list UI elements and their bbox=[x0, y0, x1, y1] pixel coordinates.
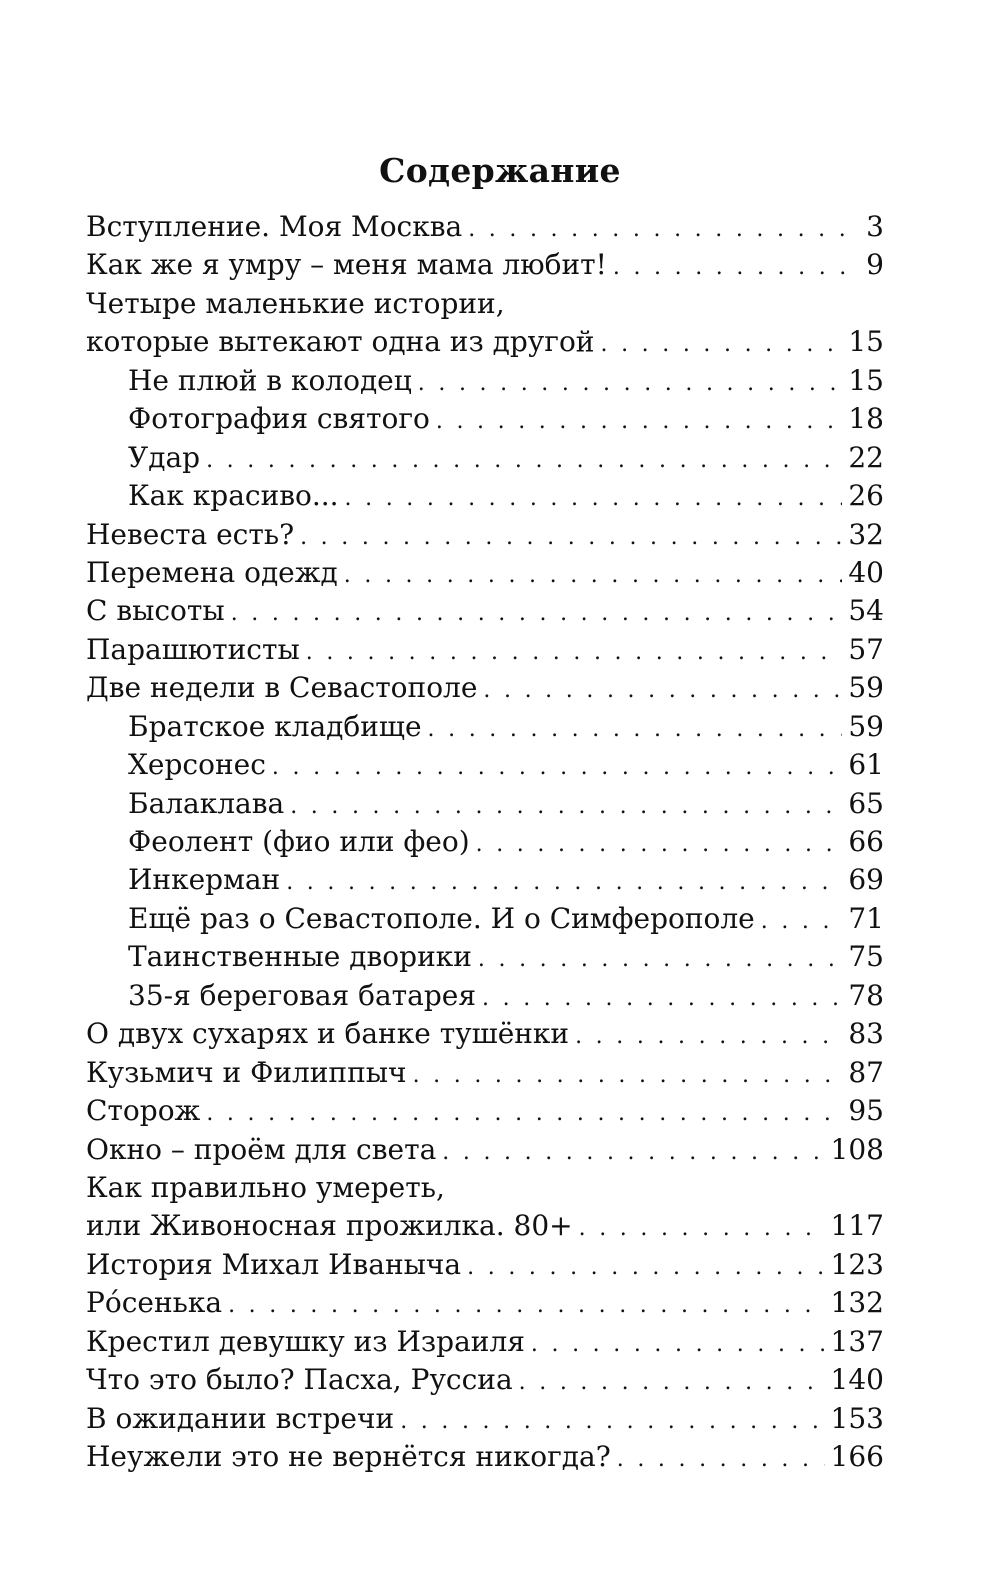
toc-entry bbox=[86, 323, 884, 361]
toc-entry-title: Неужели это не вернётся никогда? bbox=[86, 1440, 611, 1473]
toc-entry bbox=[86, 439, 884, 477]
toc-entry-page: 65 bbox=[848, 786, 884, 820]
toc-entry bbox=[86, 1207, 884, 1245]
toc-entry-page: 137 bbox=[830, 1324, 884, 1358]
toc-entry-page: 153 bbox=[830, 1401, 884, 1435]
toc-entry-page: 15 bbox=[848, 363, 884, 397]
toc-entry-page: 26 bbox=[848, 479, 884, 513]
toc-entry bbox=[86, 1400, 884, 1438]
toc-entry bbox=[86, 977, 884, 1015]
toc-entry-page: 75 bbox=[848, 940, 884, 974]
toc-entry bbox=[86, 1361, 884, 1399]
toc-entry bbox=[86, 823, 884, 861]
dot-leader bbox=[300, 519, 842, 557]
dot-leader bbox=[290, 788, 842, 826]
toc-entry bbox=[86, 1323, 884, 1361]
toc-entry-title: Удар bbox=[128, 440, 201, 474]
toc-entry-title: С высоты bbox=[86, 594, 225, 628]
dot-leader bbox=[272, 749, 842, 787]
dot-leader bbox=[476, 826, 843, 864]
toc-entry-title: Четыре маленькие истории, bbox=[86, 286, 505, 320]
toc-entry bbox=[86, 477, 884, 515]
toc-entry-title: которые вытекают одна из другой bbox=[86, 325, 595, 359]
toc-entry-page: 78 bbox=[848, 978, 884, 1012]
toc-entry bbox=[86, 861, 884, 899]
toc-entry-page: 71 bbox=[848, 901, 884, 935]
toc-entry-title: Сторож bbox=[86, 1094, 201, 1128]
toc-entry-title: Крестил девушку из Израиля bbox=[86, 1324, 525, 1358]
toc-entry-title: 35-я береговая батарея bbox=[128, 978, 477, 1012]
toc-entry-page: 166 bbox=[830, 1440, 884, 1473]
dot-leader bbox=[306, 634, 843, 672]
dot-leader bbox=[761, 903, 843, 941]
toc-entry-title: Перемена одежд bbox=[86, 555, 338, 589]
toc-entry-page: 57 bbox=[848, 632, 884, 666]
dot-leader bbox=[413, 1057, 843, 1095]
toc-entry-page: 9 bbox=[866, 248, 884, 282]
dot-leader bbox=[442, 1134, 824, 1172]
toc-entry-title: Как правильно умереть, bbox=[86, 1170, 445, 1204]
toc-entry-title: Феолент (фио или фео) bbox=[128, 825, 470, 858]
toc-entry-page: 40 bbox=[848, 555, 884, 589]
table-of-contents bbox=[86, 208, 884, 1476]
toc-entry bbox=[86, 1169, 884, 1207]
toc-entry-page: 132 bbox=[830, 1286, 884, 1320]
dot-leader bbox=[482, 980, 842, 1018]
toc-entry bbox=[86, 592, 884, 630]
dot-leader bbox=[418, 365, 843, 403]
toc-entry-page: 15 bbox=[848, 325, 884, 359]
dot-leader bbox=[206, 1095, 842, 1133]
toc-entry-title: Ещё раз о Севастополе. И о Симферополе bbox=[128, 901, 755, 935]
dot-leader bbox=[231, 595, 843, 633]
toc-entry bbox=[86, 400, 884, 438]
dot-leader bbox=[468, 211, 860, 249]
toc-entry-page: 3 bbox=[866, 210, 884, 243]
toc-entry-page: 123 bbox=[830, 1247, 884, 1281]
toc-entry-title: Что это было? Пасха, Руссиа bbox=[86, 1363, 513, 1397]
toc-entry-title: Таинственные дворики bbox=[128, 940, 472, 974]
toc-entry-page: 117 bbox=[830, 1209, 884, 1243]
toc-entry-page: 108 bbox=[830, 1132, 884, 1166]
dot-leader bbox=[478, 941, 842, 979]
dot-leader bbox=[579, 1210, 825, 1248]
toc-entry-page: 87 bbox=[848, 1055, 884, 1089]
toc-entry-title: Фотография святого bbox=[128, 402, 430, 436]
toc-entry-title: В ожидании встречи bbox=[86, 1401, 395, 1435]
toc-entry-title: Вступление. Моя Москва bbox=[86, 210, 463, 243]
toc-entry-page: 140 bbox=[830, 1363, 884, 1397]
dot-leader bbox=[436, 403, 842, 441]
toc-entry bbox=[86, 669, 884, 707]
toc-entry-page: 18 bbox=[848, 402, 884, 436]
toc-entry bbox=[86, 1131, 884, 1169]
dot-leader bbox=[617, 1441, 825, 1479]
toc-entry bbox=[86, 1438, 884, 1476]
toc-entry-title: Балаклава bbox=[128, 786, 285, 820]
toc-entry-page: 59 bbox=[848, 671, 884, 705]
toc-entry-page: 83 bbox=[848, 1017, 884, 1051]
toc-entry-title: Окно – проём для света bbox=[86, 1132, 437, 1166]
toc-entry bbox=[86, 746, 884, 784]
toc-entry bbox=[86, 1246, 884, 1284]
toc-entry bbox=[86, 785, 884, 823]
dot-leader bbox=[600, 326, 842, 364]
toc-entry bbox=[86, 516, 884, 554]
toc-entry-title: Ро́сенька bbox=[86, 1286, 223, 1320]
toc-entry bbox=[86, 362, 884, 400]
dot-leader bbox=[400, 1403, 824, 1441]
dot-leader bbox=[613, 249, 860, 287]
toc-entry bbox=[86, 246, 884, 284]
toc-entry bbox=[86, 938, 884, 976]
toc-entry-title: Невеста есть? bbox=[86, 517, 295, 551]
dot-leader bbox=[206, 442, 842, 480]
dot-leader bbox=[483, 672, 842, 710]
dot-leader bbox=[428, 711, 843, 749]
dot-leader bbox=[228, 1287, 824, 1325]
toc-entry-title: История Михал Иваныча bbox=[86, 1247, 462, 1281]
toc-entry-page: 69 bbox=[848, 863, 884, 897]
toc-entry-page: 22 bbox=[848, 440, 884, 474]
dot-leader bbox=[345, 480, 843, 518]
toc-entry bbox=[86, 900, 884, 938]
dot-leader bbox=[519, 1364, 825, 1402]
toc-entry bbox=[86, 554, 884, 592]
toc-entry-page: 66 bbox=[848, 825, 884, 858]
toc-entry bbox=[86, 208, 884, 246]
toc-entry-page: 95 bbox=[848, 1094, 884, 1128]
toc-entry-page: 32 bbox=[848, 517, 884, 551]
toc-entry bbox=[86, 1092, 884, 1130]
toc-entry-title: или Живоносная прожилка. 80+ bbox=[86, 1209, 573, 1243]
dot-leader bbox=[286, 864, 842, 902]
toc-entry-title: Как же я умру – меня мама любит! bbox=[86, 248, 607, 282]
toc-entry-page: 61 bbox=[848, 748, 884, 782]
toc-entry bbox=[86, 1284, 884, 1322]
toc-entry-title: Парашютисты bbox=[86, 632, 300, 666]
toc-entry bbox=[86, 1015, 884, 1053]
toc-entry bbox=[86, 631, 884, 669]
toc-entry-page: 59 bbox=[848, 709, 884, 743]
toc-entry-page: 54 bbox=[848, 594, 884, 628]
dot-leader bbox=[575, 1018, 842, 1056]
dot-leader bbox=[467, 1249, 824, 1287]
toc-entry-title: Братское кладбище bbox=[128, 709, 422, 743]
toc-entry-title: Кузьмич и Филиппыч bbox=[86, 1055, 407, 1089]
dot-leader bbox=[344, 557, 843, 595]
toc-entry-title: О двух сухарях и банке тушёнки bbox=[86, 1017, 570, 1051]
toc-entry bbox=[86, 1054, 884, 1092]
toc-entry-title: Две недели в Севастополе bbox=[86, 671, 478, 705]
toc-entry bbox=[86, 285, 884, 323]
toc-entry-title: Как красиво... bbox=[128, 479, 339, 513]
toc-entry bbox=[86, 708, 884, 746]
dot-leader bbox=[531, 1326, 825, 1364]
page-title: Содержание bbox=[379, 151, 621, 191]
toc-entry-title: Херсонес bbox=[128, 748, 266, 782]
toc-entry-title: Инкерман bbox=[128, 863, 281, 897]
toc-entry-title: Не плюй в колодец bbox=[128, 363, 412, 397]
